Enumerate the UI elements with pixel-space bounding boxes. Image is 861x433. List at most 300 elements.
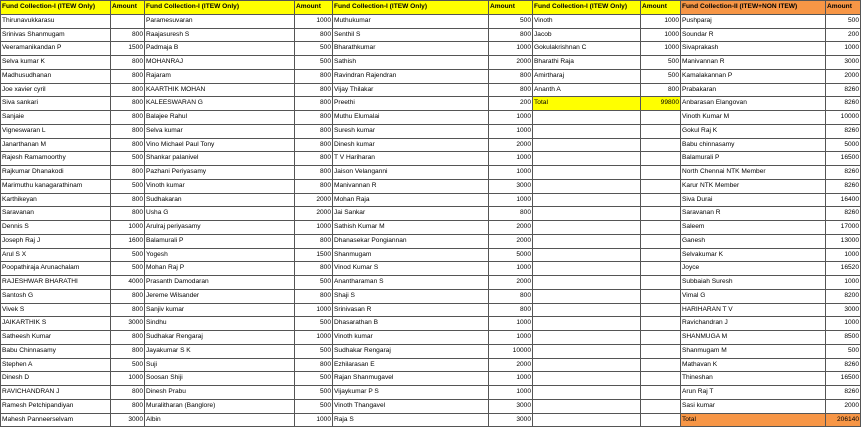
name-cell[interactable]: Stephen A [1,358,111,372]
name-cell[interactable]: Vimal G [681,289,826,303]
name-cell[interactable]: Arun Raj T [681,386,826,400]
amount-cell[interactable]: 8260 [826,207,861,221]
amount-cell[interactable]: 500 [111,179,145,193]
name-cell[interactable]: Srinivasan R [333,303,489,317]
name-cell[interactable]: Balamurali P [681,152,826,166]
amount-cell[interactable]: 2000 [826,399,861,413]
name-cell[interactable]: North Chennai NTK Member [681,166,826,180]
amount-cell[interactable]: 5000 [489,248,533,262]
amount-cell[interactable]: 800 [111,303,145,317]
name-cell[interactable]: Pushparaj [681,14,826,28]
amount-cell[interactable]: 800 [111,331,145,345]
column-header-amount[interactable]: Amount [489,1,533,15]
amount-cell[interactable]: 800 [295,83,333,97]
amount-cell[interactable]: 800 [111,399,145,413]
amount-cell[interactable]: 1000 [826,42,861,56]
amount-cell[interactable]: 500 [295,276,333,290]
name-cell[interactable]: Mathavan K [681,358,826,372]
amount-cell[interactable]: 8260 [826,97,861,111]
amount-cell[interactable] [641,179,681,193]
amount-cell[interactable]: 800 [111,207,145,221]
name-cell[interactable]: Usha G [145,207,295,221]
amount-cell[interactable]: 10000 [489,344,533,358]
amount-cell[interactable]: 13000 [826,234,861,248]
name-cell[interactable]: Saravanan [1,207,111,221]
amount-cell[interactable]: 2000 [489,56,533,70]
amount-cell[interactable]: 8260 [826,179,861,193]
amount-cell[interactable] [641,262,681,276]
name-cell[interactable]: Rajan Shanmugavel [333,372,489,386]
amount-cell[interactable]: 1000 [489,386,533,400]
amount-cell[interactable]: 1000 [641,42,681,56]
amount-cell[interactable] [641,221,681,235]
amount-cell[interactable]: 500 [641,69,681,83]
amount-cell[interactable]: 800 [295,28,333,42]
column-header-amount[interactable]: Amount [826,1,861,15]
amount-cell[interactable]: 3000 [111,317,145,331]
name-cell[interactable]: MOHANRAJ [145,56,295,70]
name-cell[interactable]: Jaison Velanganni [333,166,489,180]
name-cell[interactable]: Balamurali P [145,234,295,248]
amount-cell[interactable]: 500 [826,344,861,358]
name-cell[interactable]: Marimuthu kanagarathinam [1,179,111,193]
amount-cell[interactable] [641,317,681,331]
amount-cell[interactable]: 1000 [489,152,533,166]
name-cell[interactable] [533,179,641,193]
name-cell[interactable] [533,166,641,180]
amount-cell[interactable]: 8200 [826,289,861,303]
name-cell[interactable]: Anantharaman S [333,276,489,290]
amount-cell[interactable]: 500 [295,372,333,386]
name-cell[interactable]: Anbarasan Elangovan [681,97,826,111]
amount-cell[interactable]: 1000 [826,248,861,262]
name-cell[interactable]: Madhusudhanan [1,69,111,83]
amount-cell[interactable]: 3000 [489,399,533,413]
amount-cell[interactable]: 16500 [826,152,861,166]
name-cell[interactable]: RAJESHWAR BHARATHI [1,276,111,290]
amount-cell[interactable]: 1000 [826,276,861,290]
name-cell[interactable]: Dhasarathan B [333,317,489,331]
amount-cell[interactable]: 800 [295,111,333,125]
amount-cell[interactable]: 5000 [826,138,861,152]
amount-cell[interactable] [641,358,681,372]
name-cell[interactable]: Ananth A [533,83,641,97]
name-cell[interactable]: Ezhilarasan E [333,358,489,372]
name-cell[interactable]: Ravindran Rajendran [333,69,489,83]
name-cell[interactable]: Vigneswaran L [1,124,111,138]
name-cell[interactable]: Sudhakar Rengaraj [333,344,489,358]
amount-cell[interactable]: 1000 [489,372,533,386]
amount-cell[interactable]: 800 [111,124,145,138]
amount-cell[interactable]: 2000 [489,276,533,290]
name-cell[interactable] [533,317,641,331]
amount-cell[interactable]: 1000 [641,28,681,42]
amount-cell[interactable]: 800 [111,386,145,400]
name-cell[interactable]: Dennis S [1,221,111,235]
amount-cell[interactable]: 800 [295,262,333,276]
amount-cell[interactable] [641,234,681,248]
amount-cell[interactable]: 800 [111,138,145,152]
name-cell[interactable]: Dinesh D [1,372,111,386]
name-cell[interactable]: KAARTHIK MOHAN [145,83,295,97]
name-cell[interactable]: Sasi kumar [681,399,826,413]
amount-cell[interactable] [641,276,681,290]
column-header-name[interactable]: Fund Collection-I (ITEW Only) [1,1,111,15]
amount-cell[interactable]: 2000 [295,193,333,207]
amount-cell[interactable]: 500 [295,399,333,413]
name-cell[interactable]: Sanjiv kumar [145,303,295,317]
name-cell[interactable]: Arulraj periyasamy [145,221,295,235]
name-cell[interactable] [533,344,641,358]
amount-cell[interactable]: 8260 [826,166,861,180]
name-cell[interactable]: Dhanasekar Pongiannan [333,234,489,248]
name-cell[interactable]: Vinod Kumar S [333,262,489,276]
total-amount-cell[interactable]: 99800 [641,97,681,111]
amount-cell[interactable]: 800 [295,289,333,303]
name-cell[interactable]: Veeramanikandan P [1,42,111,56]
amount-cell[interactable]: 500 [826,14,861,28]
name-cell[interactable]: Raja S [333,413,489,427]
name-cell[interactable] [533,276,641,290]
amount-cell[interactable]: 2000 [826,69,861,83]
name-cell[interactable]: Vijaykumar P S [333,386,489,400]
amount-cell[interactable]: 1000 [489,166,533,180]
total-label-cell[interactable]: Total [681,413,826,427]
amount-cell[interactable]: 17000 [826,221,861,235]
name-cell[interactable] [533,234,641,248]
amount-cell[interactable]: 800 [295,69,333,83]
name-cell[interactable]: Thirunavukkarasu [1,14,111,28]
amount-cell[interactable]: 8260 [826,358,861,372]
amount-cell[interactable]: 2000 [489,234,533,248]
amount-cell[interactable]: 800 [295,97,333,111]
name-cell[interactable] [533,248,641,262]
name-cell[interactable]: Mohan Raj P [145,262,295,276]
name-cell[interactable] [533,413,641,427]
name-cell[interactable]: KALEESWARAN G [145,97,295,111]
amount-cell[interactable]: 800 [111,56,145,70]
amount-cell[interactable]: 8500 [826,331,861,345]
amount-cell[interactable]: 1000 [111,372,145,386]
amount-cell[interactable]: 500 [295,42,333,56]
amount-cell[interactable]: 500 [295,386,333,400]
amount-cell[interactable]: 800 [111,97,145,111]
amount-cell[interactable]: 10000 [826,111,861,125]
amount-cell[interactable]: 800 [111,289,145,303]
name-cell[interactable]: Joseph Raj J [1,234,111,248]
amount-cell[interactable] [641,193,681,207]
amount-cell[interactable]: 1600 [111,234,145,248]
name-cell[interactable]: Pazhani Periyasamy [145,166,295,180]
name-cell[interactable]: Yogesh [145,248,295,262]
amount-cell[interactable] [641,303,681,317]
amount-cell[interactable] [641,413,681,427]
amount-cell[interactable] [641,124,681,138]
name-cell[interactable]: Sudhakar Rengaraj [145,331,295,345]
name-cell[interactable]: Vinoth [533,14,641,28]
name-cell[interactable]: Manivannan R [681,56,826,70]
name-cell[interactable]: Raajasuresh S [145,28,295,42]
amount-cell[interactable]: 500 [111,358,145,372]
name-cell[interactable] [533,262,641,276]
name-cell[interactable]: Shanmugam [333,248,489,262]
amount-cell[interactable]: 500 [295,344,333,358]
column-header-amount[interactable]: Amount [295,1,333,15]
name-cell[interactable]: Vinoth Kumar M [681,111,826,125]
amount-cell[interactable]: 2000 [295,207,333,221]
name-cell[interactable]: Rajkumar Dhanakodi [1,166,111,180]
name-cell[interactable]: Ramesh Petchipandiyan [1,399,111,413]
name-cell[interactable]: Vinoth Thangavel [333,399,489,413]
amount-cell[interactable]: 800 [489,207,533,221]
amount-cell[interactable] [641,399,681,413]
name-cell[interactable]: Soundar R [681,28,826,42]
name-cell[interactable]: Manivannan R [333,179,489,193]
amount-cell[interactable] [641,386,681,400]
name-cell[interactable]: Saravanan R [681,207,826,221]
name-cell[interactable]: Prabakaran [681,83,826,97]
name-cell[interactable]: Amirtharaj [533,69,641,83]
name-cell[interactable]: Saleem [681,221,826,235]
name-cell[interactable]: Ganesh [681,234,826,248]
name-cell[interactable]: Karthikeyan [1,193,111,207]
name-cell[interactable] [533,386,641,400]
name-cell[interactable]: Jacob [533,28,641,42]
name-cell[interactable]: Selvakumar K [681,248,826,262]
amount-cell[interactable]: 1000 [641,14,681,28]
name-cell[interactable] [533,303,641,317]
amount-cell[interactable]: 500 [295,56,333,70]
name-cell[interactable]: Shanmugam M [681,344,826,358]
name-cell[interactable] [533,289,641,303]
name-cell[interactable]: Padmaja B [145,42,295,56]
amount-cell[interactable]: 800 [111,166,145,180]
amount-cell[interactable]: 8260 [826,124,861,138]
amount-cell[interactable] [641,166,681,180]
name-cell[interactable]: Sindhu [145,317,295,331]
name-cell[interactable]: Dinesh Prabu [145,386,295,400]
amount-cell[interactable]: 1000 [489,124,533,138]
name-cell[interactable]: Siva sankari [1,97,111,111]
name-cell[interactable]: Sudhakaran [145,193,295,207]
name-cell[interactable]: Vino Michael Paul Tony [145,138,295,152]
amount-cell[interactable]: 1000 [295,221,333,235]
name-cell[interactable]: Gokulakrishnan C [533,42,641,56]
amount-cell[interactable]: 800 [489,69,533,83]
amount-cell[interactable]: 500 [489,14,533,28]
amount-cell[interactable]: 800 [489,289,533,303]
column-header-name[interactable]: Fund Collection-I (ITEW Only) [533,1,641,15]
amount-cell[interactable]: 500 [111,248,145,262]
amount-cell[interactable]: 2000 [489,221,533,235]
name-cell[interactable] [533,138,641,152]
amount-cell[interactable]: 2000 [489,138,533,152]
amount-cell[interactable]: 1000 [489,331,533,345]
amount-cell[interactable]: 1000 [489,42,533,56]
name-cell[interactable]: Karur NTK Member [681,179,826,193]
name-cell[interactable]: Jai Sankar [333,207,489,221]
name-cell[interactable]: Mohan Raja [333,193,489,207]
name-cell[interactable]: Janarthanan M [1,138,111,152]
name-cell[interactable]: Preethi [333,97,489,111]
amount-cell[interactable] [641,152,681,166]
name-cell[interactable]: Rajesh Ramamoorthy [1,152,111,166]
amount-cell[interactable]: 800 [295,124,333,138]
amount-cell[interactable] [641,289,681,303]
name-cell[interactable]: Shankar palanivel [145,152,295,166]
amount-cell[interactable] [641,344,681,358]
column-header-amount[interactable]: Amount [111,1,145,15]
name-cell[interactable]: Poopathiraja Arunachalam [1,262,111,276]
name-cell[interactable]: Babu Chinnasamy [1,344,111,358]
column-header-name[interactable]: Fund Collection-II (ITEW+NON ITEW) [681,1,826,15]
name-cell[interactable]: Satheesh Kumar [1,331,111,345]
amount-cell[interactable]: 800 [489,28,533,42]
name-cell[interactable]: Vivek S [1,303,111,317]
column-header-amount[interactable]: Amount [641,1,681,15]
name-cell[interactable] [533,221,641,235]
amount-cell[interactable]: 800 [295,179,333,193]
name-cell[interactable]: HARIHARAN T V [681,303,826,317]
name-cell[interactable] [533,152,641,166]
name-cell[interactable]: Bharathi Raja [533,56,641,70]
name-cell[interactable]: Dinesh kumar [333,138,489,152]
amount-cell[interactable]: 1500 [295,248,333,262]
amount-cell[interactable]: 1000 [295,303,333,317]
amount-cell[interactable] [111,14,145,28]
name-cell[interactable]: Muthu Elumalai [333,111,489,125]
amount-cell[interactable]: 800 [295,138,333,152]
column-header-name[interactable]: Fund Collection-I (ITEW Only) [145,1,295,15]
amount-cell[interactable]: 3000 [489,179,533,193]
name-cell[interactable]: Srinivas Shanmugam [1,28,111,42]
name-cell[interactable]: Muthukumar [333,14,489,28]
amount-cell[interactable]: 800 [111,111,145,125]
name-cell[interactable]: Sanjaie [1,111,111,125]
amount-cell[interactable]: 800 [111,69,145,83]
amount-cell[interactable]: 8260 [826,386,861,400]
name-cell[interactable] [533,372,641,386]
name-cell[interactable]: Gokul Raj K [681,124,826,138]
amount-cell[interactable]: 500 [295,317,333,331]
amount-cell[interactable] [641,372,681,386]
name-cell[interactable]: Paramesuvaran [145,14,295,28]
total-amount-cell[interactable]: 206140 [826,413,861,427]
name-cell[interactable]: Vinoth kumar [145,179,295,193]
name-cell[interactable]: Sathish [333,56,489,70]
column-header-name[interactable]: Fund Collection-I (ITEW Only) [333,1,489,15]
name-cell[interactable]: Kamalakannan P [681,69,826,83]
name-cell[interactable]: Jereme Wilsander [145,289,295,303]
amount-cell[interactable]: 800 [111,193,145,207]
name-cell[interactable]: Suji [145,358,295,372]
amount-cell[interactable]: 800 [111,83,145,97]
amount-cell[interactable]: 16520 [826,262,861,276]
amount-cell[interactable]: 800 [111,344,145,358]
name-cell[interactable]: Selva kumar [145,124,295,138]
name-cell[interactable]: Joyce [681,262,826,276]
amount-cell[interactable]: 800 [111,28,145,42]
name-cell[interactable]: Vijay Thilakar [333,83,489,97]
amount-cell[interactable]: 800 [489,83,533,97]
amount-cell[interactable]: 8260 [826,83,861,97]
amount-cell[interactable] [641,138,681,152]
amount-cell[interactable]: 800 [489,303,533,317]
name-cell[interactable]: Subbaiah Suresh [681,276,826,290]
amount-cell[interactable]: 1000 [111,221,145,235]
name-cell[interactable]: Albin [145,413,295,427]
name-cell[interactable]: Suresh kumar [333,124,489,138]
name-cell[interactable]: Rajaram [145,69,295,83]
name-cell[interactable]: T V Hariharan [333,152,489,166]
amount-cell[interactable]: 800 [295,166,333,180]
amount-cell[interactable]: 1500 [111,42,145,56]
name-cell[interactable]: Siva Durai [681,193,826,207]
amount-cell[interactable]: 1000 [295,331,333,345]
name-cell[interactable]: SHANMUGA M [681,331,826,345]
name-cell[interactable]: JAIKARTHIK S [1,317,111,331]
name-cell[interactable]: Vinoth kumar [333,331,489,345]
name-cell[interactable]: Muralitharan (Banglore) [145,399,295,413]
amount-cell[interactable]: 500 [111,152,145,166]
amount-cell[interactable]: 500 [641,56,681,70]
name-cell[interactable]: RAVICHANDRAN J [1,386,111,400]
name-cell[interactable]: Babu chinnasamy [681,138,826,152]
amount-cell[interactable]: 3000 [826,303,861,317]
amount-cell[interactable]: 800 [295,358,333,372]
amount-cell[interactable]: 200 [826,28,861,42]
amount-cell[interactable] [641,207,681,221]
name-cell[interactable] [533,399,641,413]
amount-cell[interactable]: 16400 [826,193,861,207]
amount-cell[interactable]: 800 [641,83,681,97]
name-cell[interactable]: Prasanth Damodaran [145,276,295,290]
amount-cell[interactable] [641,248,681,262]
amount-cell[interactable]: 200 [489,97,533,111]
name-cell[interactable]: Selva kumar K [1,56,111,70]
amount-cell[interactable] [641,111,681,125]
name-cell[interactable]: Joe xavier cyril [1,83,111,97]
amount-cell[interactable]: 1000 [489,111,533,125]
amount-cell[interactable]: 1000 [489,193,533,207]
name-cell[interactable]: Soosan Shiji [145,372,295,386]
amount-cell[interactable]: 1000 [489,262,533,276]
amount-cell[interactable] [641,331,681,345]
amount-cell[interactable]: 800 [295,152,333,166]
amount-cell[interactable]: 16500 [826,372,861,386]
name-cell[interactable]: Mahesh Panneerselvam [1,413,111,427]
name-cell[interactable] [533,331,641,345]
amount-cell[interactable]: 1000 [295,14,333,28]
amount-cell[interactable]: 3000 [489,413,533,427]
name-cell[interactable] [533,358,641,372]
amount-cell[interactable]: 500 [111,262,145,276]
amount-cell[interactable]: 3000 [826,56,861,70]
name-cell[interactable]: Jayakumar S K [145,344,295,358]
amount-cell[interactable]: 800 [295,234,333,248]
name-cell[interactable]: Arul S X [1,248,111,262]
name-cell[interactable]: Sathish Kumar M [333,221,489,235]
name-cell[interactable]: Shaji S [333,289,489,303]
amount-cell[interactable]: 3000 [111,413,145,427]
amount-cell[interactable]: 2000 [489,358,533,372]
name-cell[interactable]: Senthil S [333,28,489,42]
name-cell[interactable]: Bharathkumar [333,42,489,56]
name-cell[interactable] [533,193,641,207]
amount-cell[interactable]: 4000 [111,276,145,290]
name-cell[interactable] [533,124,641,138]
total-label-cell[interactable]: Total [533,97,641,111]
